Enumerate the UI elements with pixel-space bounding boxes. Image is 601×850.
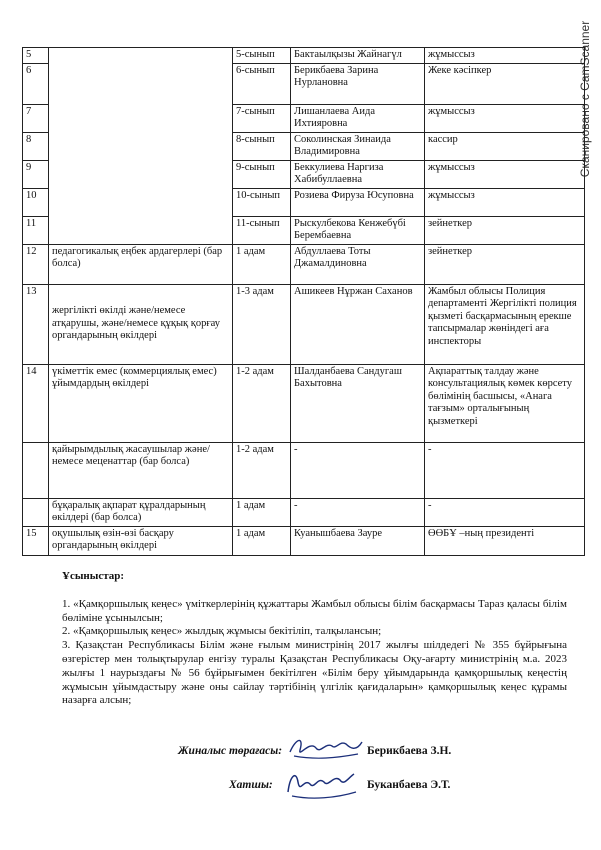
job-cell: Ақпараттық талдау және консультациялық көмек көрсету бөлімінің басшысы, «Анага тағзым» орталығының қызметкері [425, 364, 585, 442]
secretary-signature [282, 764, 362, 804]
table-row [23, 48, 585, 64]
row-number: 10 [23, 188, 49, 216]
name-cell: Розиева Фируза Юсуповна [291, 188, 425, 216]
council-members-table [22, 47, 585, 556]
count-cell: 11-сынып [233, 216, 291, 244]
suggestion-item: 3. Қазақстан Республикасы Білім және ғылым министрінің 2017 жылғы шілдедегі № 355 бұйрығына өзгерістер мен толықтырулар енгізу туралы Қазақстан Республикасы Оқу-ағарту министрінің м.а. 2023 жылғы 1 наурыздағы № 56 бұйрығымен бекітілген «Білім беру ұйымдарында қамқоршылық кеңестің жұмысын ұйымдастыру және оны сайлау тәртібінің үлгілік қағидаларын» қамқоршылық кеңес құрамы назарға алсын; [62, 639, 567, 707]
role-cell: педагогикалық еңбек ардагерлері (бар болса) [49, 244, 233, 284]
job-cell: кассир [425, 132, 585, 160]
row-number: 11 [23, 216, 49, 244]
count-cell: 10-сынып [233, 188, 291, 216]
row-number [23, 442, 49, 498]
name-cell: Рыскулбекова Кенжебүбі Берембаевна [291, 216, 425, 244]
name-cell: Соколинская Зинаида Владимировна [291, 132, 425, 160]
name-cell: - [291, 498, 425, 526]
name-cell: Абдуллаева Тоты Джамалдиновна [291, 244, 425, 284]
role-cell [49, 48, 233, 245]
table-row [23, 244, 585, 284]
suggestions-title: Ұсыныстар: [62, 570, 125, 582]
count-cell: 1-2 адам [233, 364, 291, 442]
table-row [23, 526, 585, 555]
role-cell: үкіметтік емес (коммерциялық емес) ұйымдардың өкілдері [49, 364, 233, 442]
job-cell: жұмыссыз [425, 48, 585, 64]
table-row [23, 284, 585, 364]
job-cell: - [425, 442, 585, 498]
job-cell: Жамбыл облысы Полиция департаменті Жергілікті полиция қызметі басқармасының ерекше тапсырмалар жөніндегі аға инспекторы [425, 284, 585, 364]
role-cell: қайырымдылық жасаушылар және/немесе меценаттар (бар болса) [49, 442, 233, 498]
suggestion-item: 1. «Қамқоршылық кеңес» үміткерлерінің құжаттары Жамбыл облысы білім басқармасы Тараз қаласы білім бөліміне ұсынылсын; [62, 597, 567, 624]
role-cell: оқушылық өзін-өзі басқару органдарының өкілдері [49, 526, 233, 555]
table-row [23, 364, 585, 442]
secretary-label: Хатшы: [229, 779, 273, 791]
name-cell: Лишанлаева Аида Ихтияровна [291, 104, 425, 132]
name-cell: Шалданбаева Сандугаш Бахытовна [291, 364, 425, 442]
table-row [23, 442, 585, 498]
secretary-name: Буканбаева Э.Т. [367, 779, 451, 791]
count-cell: 1-3 адам [233, 284, 291, 364]
chair-signature [286, 730, 366, 766]
job-cell: жұмыссыз [425, 188, 585, 216]
job-cell: зейнеткер [425, 244, 585, 284]
job-cell: - [425, 498, 585, 526]
name-cell: Ашикеев Нұржан Саханов [291, 284, 425, 364]
row-number: 12 [23, 244, 49, 284]
row-number: 5 [23, 48, 49, 64]
job-cell: зейнеткер [425, 216, 585, 244]
count-cell: 1 адам [233, 526, 291, 555]
count-cell: 9-сынып [233, 160, 291, 188]
name-cell: - [291, 442, 425, 498]
row-number: 9 [23, 160, 49, 188]
count-cell: 5-сынып [233, 48, 291, 64]
row-number [23, 498, 49, 526]
count-cell: 6-сынып [233, 63, 291, 104]
row-number: 13 [23, 284, 49, 364]
count-cell: 8-сынып [233, 132, 291, 160]
count-cell: 1 адам [233, 244, 291, 284]
row-number: 7 [23, 104, 49, 132]
role-cell: бұқаралық ақпарат құралдарының өкілдері (бар болса) [49, 498, 233, 526]
row-number: 8 [23, 132, 49, 160]
job-cell: жұмыссыз [425, 104, 585, 132]
count-cell: 1 адам [233, 498, 291, 526]
row-number: 14 [23, 364, 49, 442]
name-cell: Берикбаева Зарина Нурлановна [291, 63, 425, 104]
table-row [23, 498, 585, 526]
chair-name: Берикбаева З.Н. [367, 745, 452, 757]
row-number: 6 [23, 63, 49, 104]
count-cell: 1-2 адам [233, 442, 291, 498]
scanner-watermark: Сканировано с CamScanner [577, 20, 592, 178]
row-number: 15 [23, 526, 49, 555]
role-cell: жергілікті өкілді және/немесе атқарушы, және/немесе құқық қорғау органдарының өкілдері [49, 284, 233, 364]
suggestions-section [62, 570, 567, 708]
name-cell: Куанышбаева Зауре [291, 526, 425, 555]
suggestion-item: 2. «Қамқоршылық кеңес» жылдық жұмысы бекітіліп, талқылансын; [62, 625, 382, 638]
name-cell: Беккулиева Наргиза Хабибуллаевна [291, 160, 425, 188]
job-cell: жұмыссыз [425, 160, 585, 188]
name-cell: Бактаылқызы Жайнагүл [291, 48, 425, 64]
count-cell: 7-сынып [233, 104, 291, 132]
chair-label: Жиналыс төрағасы: [178, 745, 283, 757]
job-cell: Жеке кәсіпкер [425, 63, 585, 104]
job-cell: ӨӨБҰ –ның президенті [425, 526, 585, 555]
